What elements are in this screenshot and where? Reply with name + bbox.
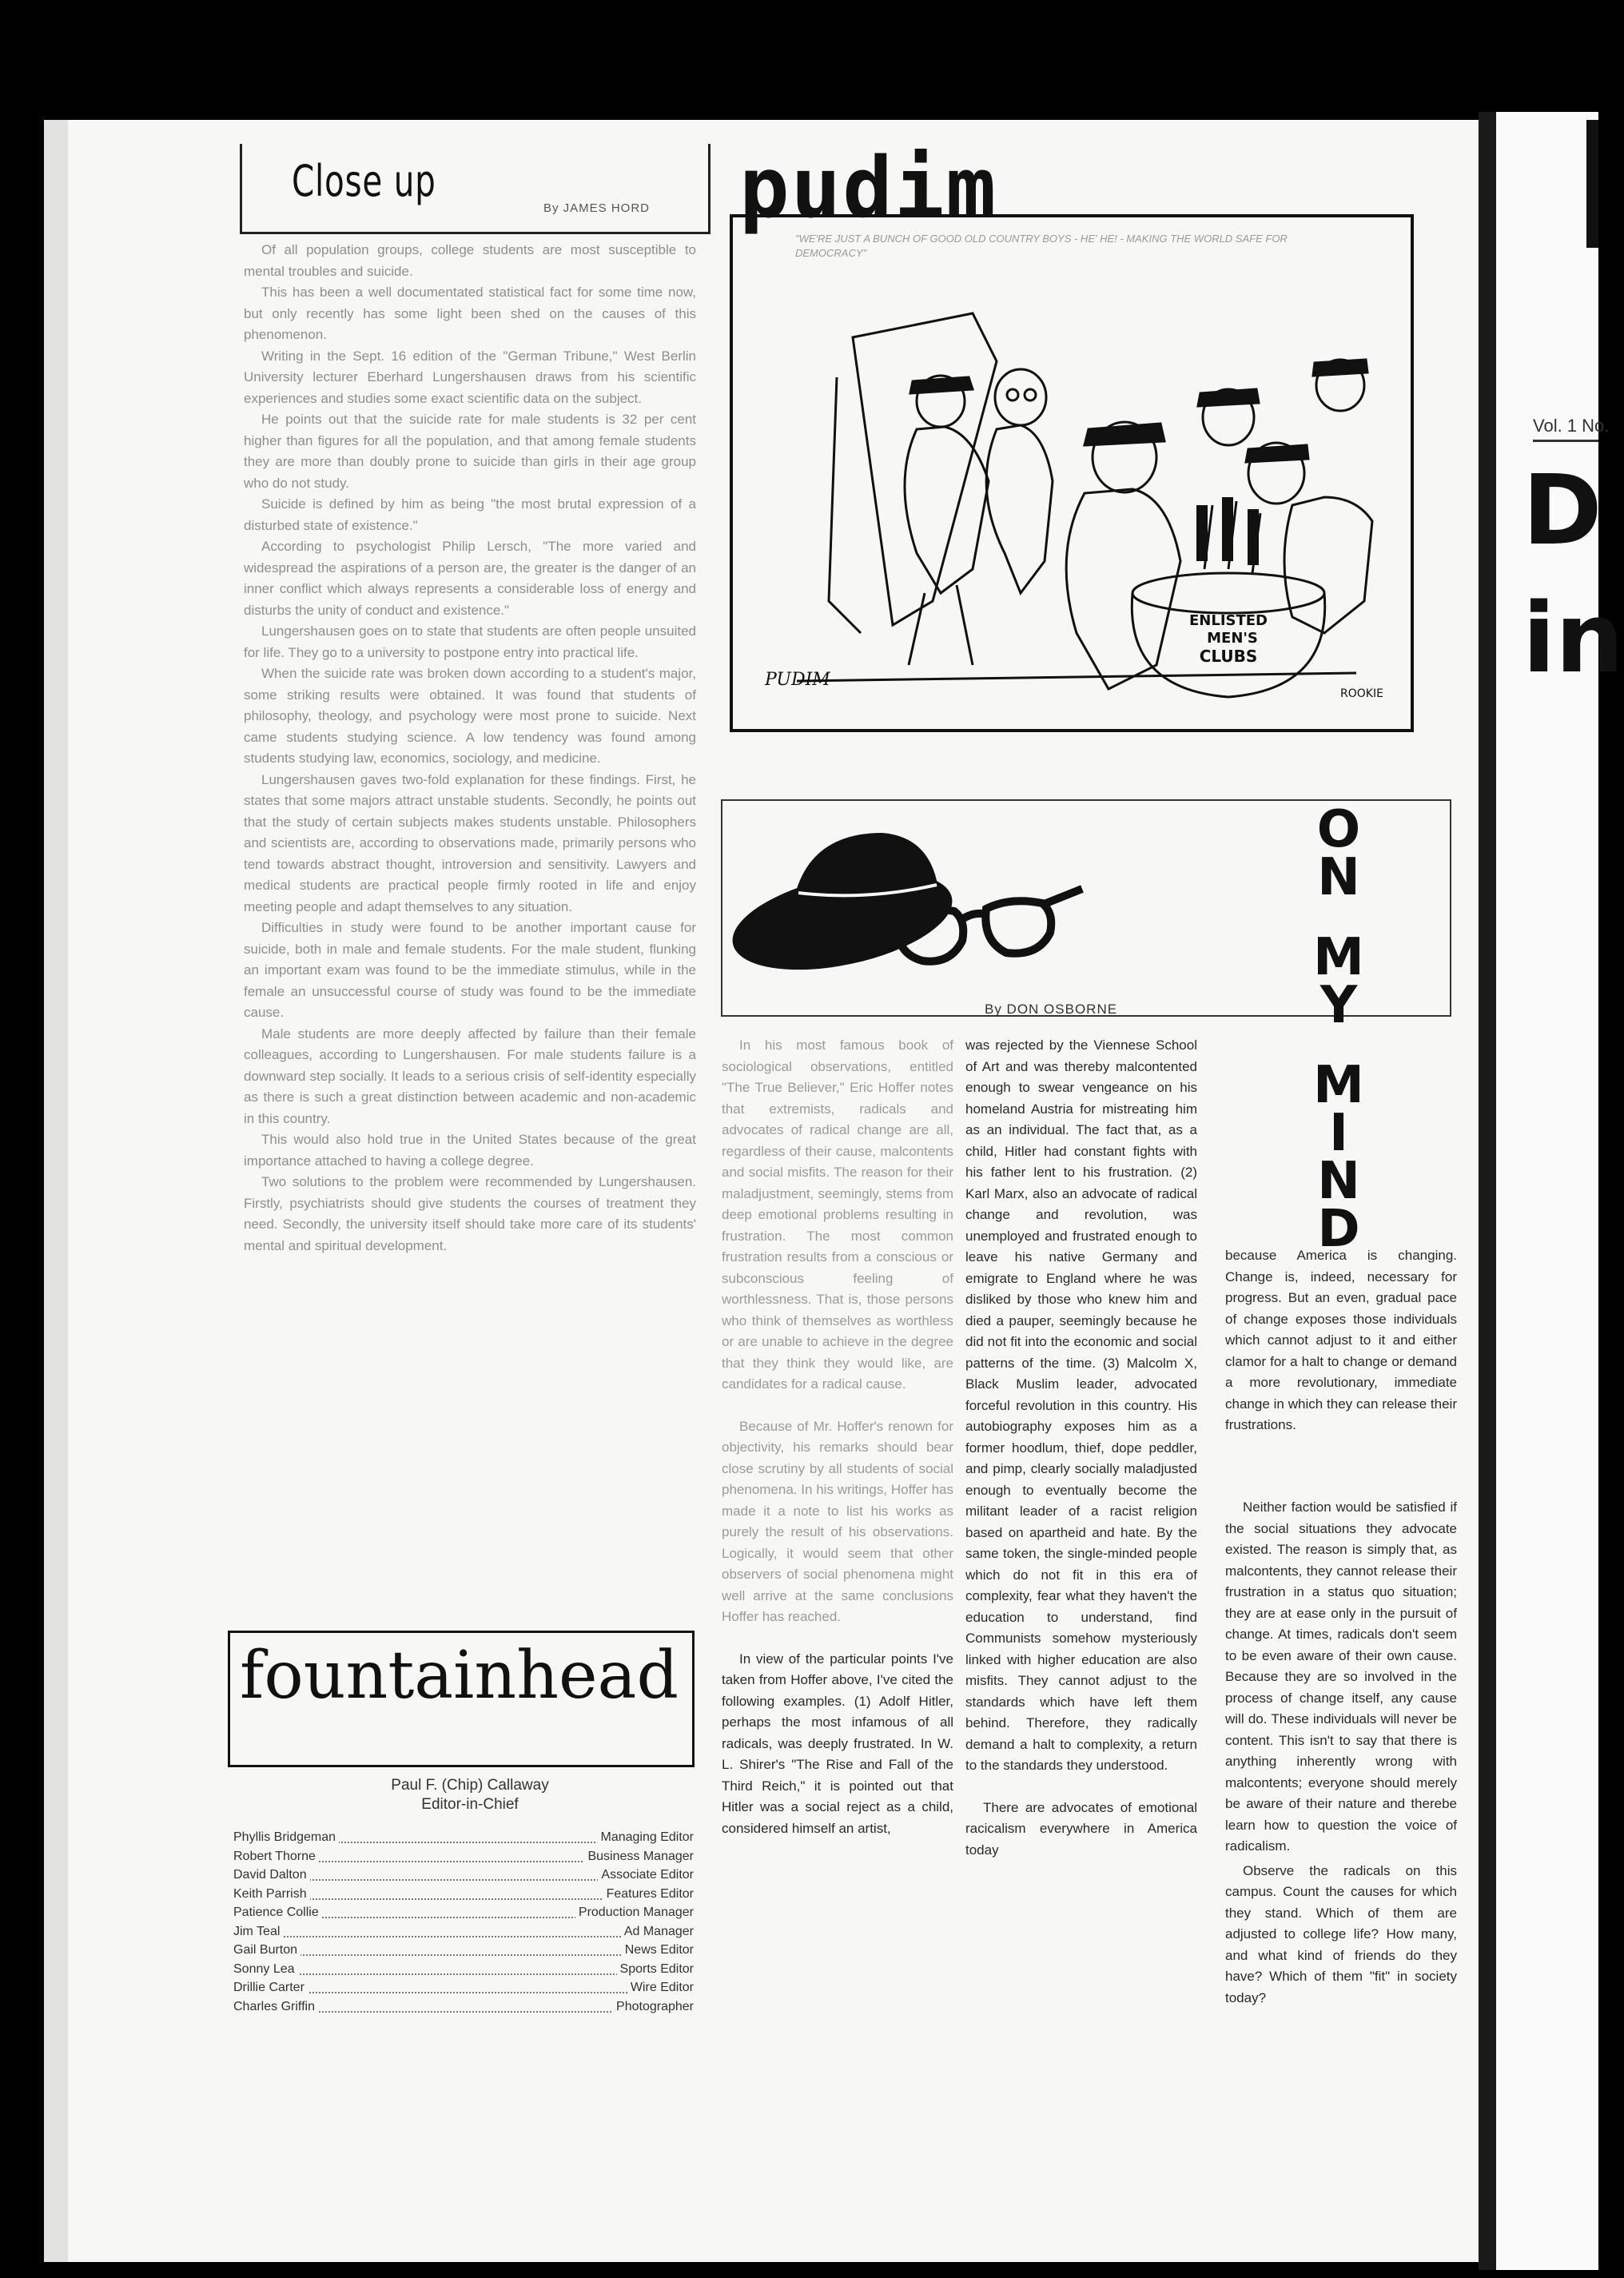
staff-row: [233, 1868, 694, 1887]
staff-name: Drillie Carter: [233, 1981, 308, 1995]
page-shadow: [44, 120, 68, 2262]
close-up-paragraph: According to psychologist Philip Lersch, "The more varied and widespread the aspirations of a person are, the greater is the danger of an inner conflict which always represents a considerable loss of energy and disturbs the unity of conduct and existence.": [244, 539, 696, 618]
cartoon-drawing: [733, 217, 1404, 723]
title-letter: N: [1317, 848, 1360, 907]
editor-title: Editor-in-Chief: [421, 1796, 519, 1813]
staff-title: Production Manager: [575, 1906, 694, 1920]
cartoon-caption: "WE'RE JUST A BUNCH OF GOOD OLD COUNTRY BOYS - HE' HE! - MAKING THE WORLD SAFE FOR DEMOCRACY": [795, 233, 1288, 259]
on-my-mind-column-1: [722, 1035, 953, 2106]
staff-name: David Dalton: [233, 1868, 310, 1882]
close-up-paragraph: Difficulties in study were found to be another important cause for suicide, both in male and female students. For the male student, flunking an important exam was found to be the immediate stimulus, while in the female an unsuccessful course of study was found to be the immediate cause.: [244, 920, 696, 1020]
close-up-paragraph: Suicide is defined by him as being "the most brutal expression of a disturbed state of existence.": [244, 496, 696, 533]
adjacent-page-rule: [1533, 440, 1598, 442]
title-letter: O: [1316, 800, 1361, 859]
adjacent-page-headline: in: [1522, 583, 1624, 695]
staff-row: [233, 1943, 694, 1962]
pudim-title: pudim: [739, 139, 998, 237]
staff-title: Sports Editor: [617, 1962, 694, 1977]
close-up-byline: By JAMES HORD: [543, 201, 651, 215]
close-up-paragraph: Of all population groups, college students are most susceptible to mental troubles and suicide.: [244, 242, 696, 279]
close-up-paragraph: When the suicide rate was broken down according to a student's major, some striking results were obtained. It was found that students of philosophy, theology, and psychology were most prone to suicide. Next came students studying science. A low tendency was found among students studying law, economics, sociology, and medicine.: [244, 666, 696, 766]
staff-title: Ad Manager: [621, 1925, 694, 1939]
close-up-paragraph: He points out that the suicide rate for male students is 32 per cent higher than figures for all the population, and that among female students they are more than doubly prone to suicide than girls in their age group who do not study.: [244, 412, 696, 491]
staff-title: Features Editor: [603, 1887, 694, 1902]
adjacent-page-masthead-fragment: [1586, 120, 1598, 248]
title-letter: D: [1317, 1200, 1360, 1259]
staff-name: Gail Burton: [233, 1943, 301, 1957]
staff-row: [233, 2000, 694, 2019]
on-my-mind-byline: By DON OSBORNE: [985, 1002, 1118, 1017]
title-letter: Y: [1320, 976, 1358, 1035]
cartoon-sign-text: ENLISTED: [1188, 612, 1268, 629]
title-letter: M: [1313, 1056, 1364, 1115]
staff-name: Robert Thorne: [233, 1850, 319, 1864]
article-paragraph: Neither faction would be satisfied if the social situations they advocate existed. The reason is simply that, as malcontents, they cannot release their frustration in a status quo situation; they are at ease only in the pursuit of change. At times, radicals don't seem to be even aware of their own cause. Because they are so involved in the process of change itself, any cause will do. These individuals will never be content. This isn't to say that there is anything inherently wrong with malcontents; everyone should merely be aware of their nature and therebe learn how to question the voice of radicalism.: [1225, 1499, 1457, 1854]
staff-name: Jim Teal: [233, 1925, 283, 1939]
close-up-paragraph: Male students are more deeply affected by failure than their female colleagues, according to Lungershausen. For male students failure is a downward step socially. It leads to a serious crisis of self-identity especially as there is such a great distinction between academic and non-academic in this country.: [244, 1025, 696, 1126]
cartoon-signature: PUDIM: [765, 670, 830, 690]
staff-title: Photographer: [613, 2000, 694, 2014]
staff-row: [233, 1906, 694, 1925]
close-up-article: [244, 240, 696, 1567]
article-paragraph: There are advocates of emotional racicalism everywhere in America today: [965, 1799, 1197, 1858]
cartoon-credit: ROOKIE: [1340, 687, 1383, 700]
adjacent-page-edge: [1479, 112, 1496, 2270]
title-letter: M: [1313, 928, 1364, 987]
close-up-paragraph: Writing in the Sept. 16 edition of the "German Tribune," West Berlin University lecturer Eberhard Lungershausen draws from his scientific experiences and studies some exact scientific data on the subject.: [244, 348, 696, 406]
editorial-cartoon: [730, 214, 1414, 732]
article-paragraph: Because of Mr. Hoffer's renown for objectivity, his remarks should bear close scrutiny by all students of social phenomena. In his writings, Hoffer has made it a note to list his works as purely the result of his observations. Logically, it would seem that other observers of social phenomena might well arrive at the same conclusions Hoffer has reached.: [722, 1418, 953, 1624]
staff-name: Charles Griffin: [233, 2000, 318, 2014]
staff-title: Associate Editor: [598, 1868, 694, 1882]
staff-name: Keith Parrish: [233, 1887, 310, 1902]
staff-list: [233, 1830, 694, 2018]
close-up-paragraph: Lungershausen gaves two-fold explanation for these findings. First, he states that some majors attract unstable students. Secondly, he points out that the study of certain subjects makes students unstable. Philosophers and scientists are, according to observations made, primarily persons who tend towards abstract thought, introversion and sensitivity. Lawyers and medical students are practical people firmly rooted in life and enjoy meeting people and adapt themselves to any situation.: [244, 771, 696, 914]
staff-row: [233, 1850, 694, 1869]
article-paragraph: Observe the radicals on this campus. Count the causes for which they stand. Which of them are adjusted to college life? How many, and what kind of friends do they have? Which of them "fit" in society today?: [1225, 1862, 1457, 2005]
editor-in-chief: [240, 1776, 700, 1814]
adjacent-page-volume: Vol. 1 No.: [1533, 416, 1610, 436]
staff-title: News Editor: [622, 1943, 694, 1957]
article-paragraph: In his most famous book of sociological observations, entitled "The True Believer," Eric Hoffer notes that extremists, radicals and advocates of radical change are all, regardless of their cause, malcontents and social misfits. The reason for their maladjustment, seemingly, stems from deep emotional problems resulting in frustration. The most common frustration results from a conscious or subconscious feeling of worthlessness. That is, those persons who think of themselves as worthless or are unable to achieve in the degree that they think they would like, are candidates for a radical cause.: [722, 1037, 953, 1392]
editor-name: Paul F. (Chip) Callaway: [391, 1777, 549, 1794]
article-paragraph: In view of the particular points I've taken from Hoffer above, I've cited the following examples. (1) Adolf Hitler, perhaps the most infamous of all radicals, was deeply frustrated. In W. L. Shirer's "The Rise and Fall of the Third Reich," it is pointed out that Hitler was a social reject as a child, considered himself an artist,: [722, 1651, 953, 1836]
title-letter: N: [1317, 1152, 1360, 1211]
title-letter: I: [1329, 1104, 1348, 1163]
staff-name: Patience Collie: [233, 1906, 322, 1920]
staff-title: Business Manager: [584, 1850, 694, 1864]
staff-name: Sonny Lea: [233, 1962, 298, 1977]
article-paragraph: was rejected by the Viennese School of Art and was thereby malcontented enough to swear vengeance on his homeland Austria for mistreating him as an individual. The fact that, as a child, Hitler had constant fights with his father lent to his frustration. (2) Karl Marx, also an advocate of radical change and revolution, was unemployed and frustrated enough to leave his native Germany and emigrate to England where he was disliked by those who knew him and died a pauper, seemingly because he did not fit into the economic and social patterns of the time. (3) Malcolm X, Black Muslim leader, advocated forceful revolution in this country. His autobiography exposes him as a former hoodlum, thief, dope peddler, and pimp, clearly socially maladjusted enough to eventually become the militant leader of a racist religion based on apartheid and hate. By the same token, the single-minded people which do not fit in this era of complexity, fear what they haven't the education to understand, find Communists somehow mysteriously linked with higher education are also misfits. They cannot adjust to the standards which have left them behind. Therefore, they radically demand a halt to complexity, a return to the standards they understood.: [965, 1037, 1197, 1773]
close-up-paragraph: This has been a well documentated statistical fact for some time now, but only recently has some light been shed on the causes of this phenomenon.: [244, 285, 696, 342]
close-up-title: Close up: [292, 156, 436, 206]
staff-row: [233, 1925, 694, 1944]
staff-name: Phyllis Bridgeman: [233, 1830, 339, 1845]
adjacent-page-headline: D: [1522, 456, 1602, 567]
staff-row: [233, 1830, 694, 1850]
fountainhead-masthead: fountainhead: [240, 1638, 679, 1714]
staff-row: [233, 1981, 694, 2000]
close-up-paragraph: This would also hold true in the United States because of the great importance attached to having a college degree.: [244, 1132, 696, 1169]
on-my-mind-title: [1303, 800, 1375, 1259]
staff-row: [233, 1887, 694, 1906]
close-up-paragraph: Lungershausen goes on to state that students are often people unsuited for life. They go to a university to postpone entry into practical life.: [244, 623, 696, 660]
close-up-paragraph: Two solutions to the problem were recommended by Lungershausen. Firstly, psychiatrists should give students the courses of treatment they need. Secondly, the university itself should take more care of its students' mental and spiritual development.: [244, 1174, 696, 1253]
staff-row: [233, 1962, 694, 1981]
staff-title: Wire Editor: [627, 1981, 694, 1995]
on-my-mind-column-2: [965, 1035, 1197, 2106]
cartoon-sign-text: CLUBS: [1199, 647, 1258, 666]
cartoon-sign-text: MEN'S: [1207, 630, 1258, 647]
on-my-mind-column-3: [1225, 1497, 1457, 2105]
on-my-mind-column-3-top: [1225, 1245, 1457, 1477]
staff-title: Managing Editor: [597, 1830, 694, 1845]
article-paragraph: because America is changing. Change is, indeed, necessary for progress. But an even, gradual pace of change exposes those individuals which cannot adjust to it and either clamor for a halt to change or demand a more revolutionary, immediate change in which they can release their frustrations.: [1225, 1248, 1457, 1432]
